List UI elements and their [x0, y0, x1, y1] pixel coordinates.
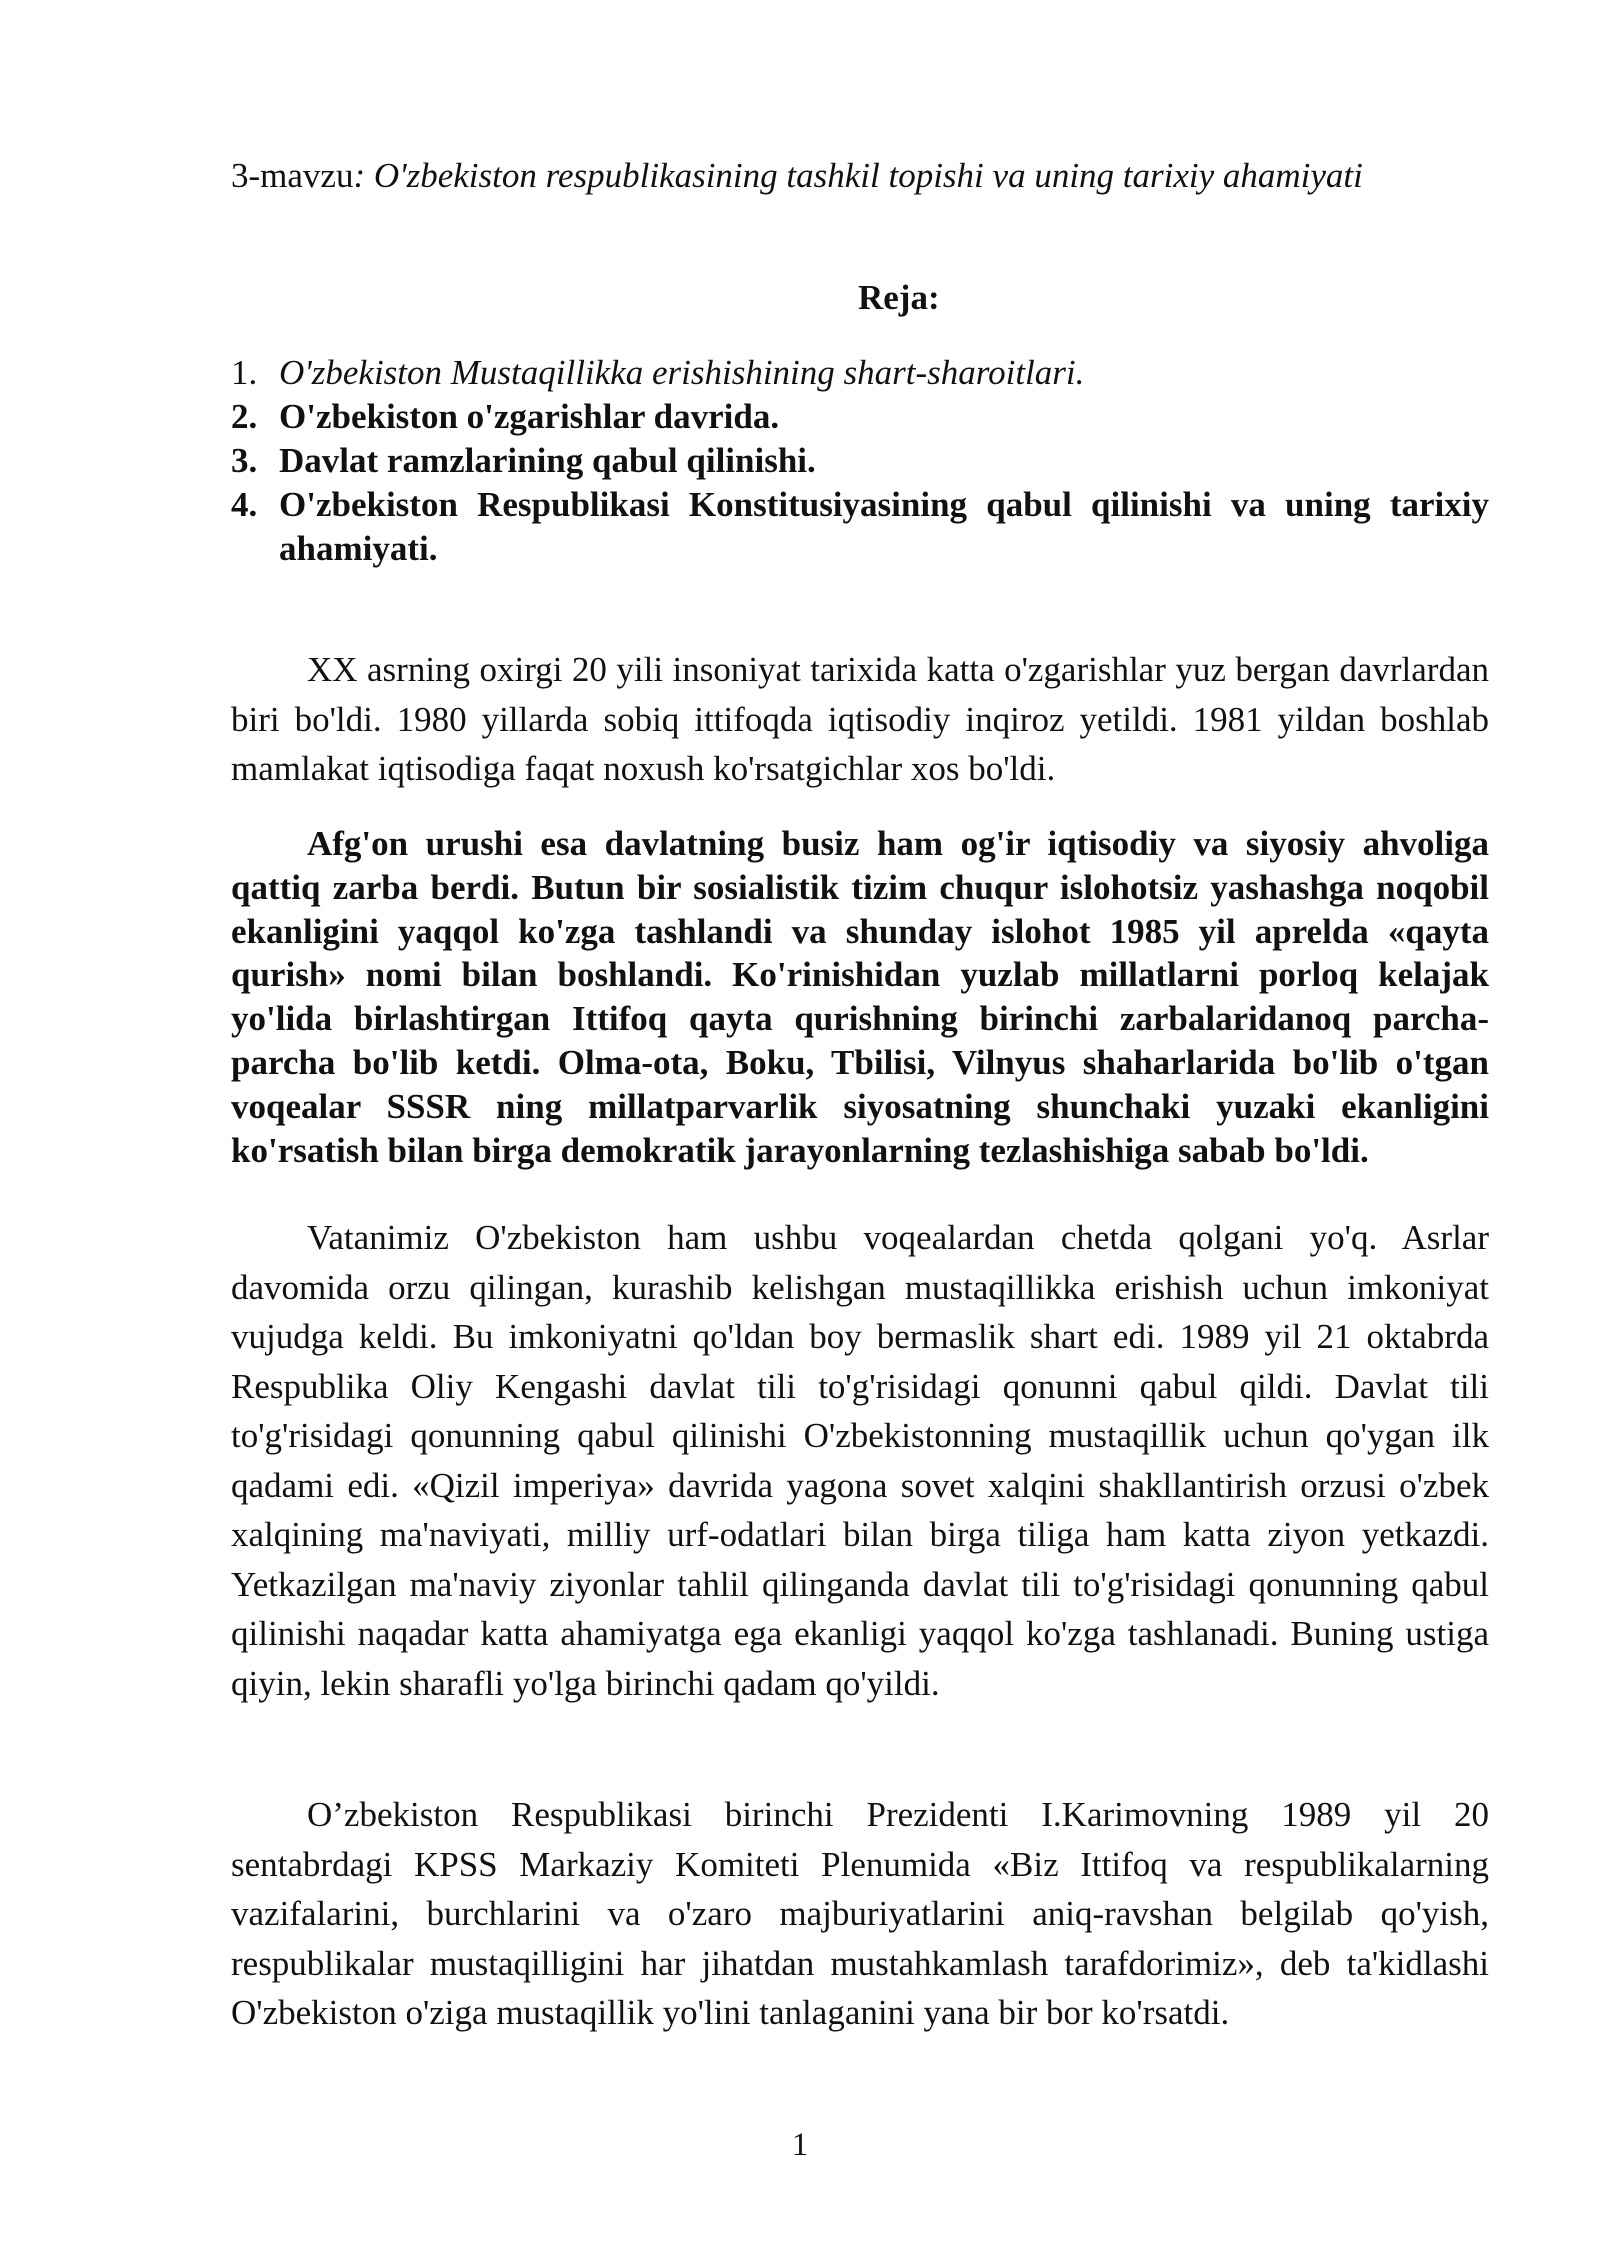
plan-item — [231, 483, 1489, 571]
topic-title: : O'zbekiston respublikasining tashkil topishi va uning tarixiy ahamiyati — [353, 156, 1363, 195]
page-number: 1 — [791, 2127, 809, 2163]
plan-item-text: O'zbekiston Respublikasi Konstitusiyasining qabul qilinishi va uning tarixiy ahamiyati. — [279, 485, 1489, 568]
plan-item-number: 4. — [231, 485, 258, 524]
plan-item-number: 3. — [231, 441, 258, 480]
plan-list — [231, 351, 1489, 571]
plan-item-text: O'zbekiston Mustaqillikka erishishining shart-sharoitlari. — [279, 353, 1085, 392]
topic-heading — [231, 150, 1489, 202]
plan-item — [231, 351, 1489, 395]
topic-prefix: 3-mavzu — [231, 156, 354, 195]
body-paragraph: Vatanimiz O'zbekiston ham ushbu voqealardan chetda qolgani yo'q. Asrlar davomida orzu qilingan, kurashib kelishgan mustaqillikka erishish uchun imkoniyat vujudga keldi. Bu imkoniyatni qo'ldan boy bermaslik shart edi. 1989 yil 21 oktabrda Respublika Oliy Kengashi davlat tili to'g'risidagi qonunni qabul qildi. Davlat tili to'g'risidagi qonunning qabul qilinishi O'zbekistonning mustaqillik uchun qo'ygan ilk qadami edi. «Qizil imperiya» davrida yagona sovet xalqini shakllantirish orzusi o'zbek xalqining ma'naviyati, milliy urf-odatlari bilan birga tiliga ham katta ziyon yetkazdi. Yetkazilgan ma'naviy ziyonlar tahlil qilinganda davlat tili to'g'risidagi qonunning qabul qilinishi naqadar katta ahamiyatga ega ekanligi yaqqol ko'zga tashlanadi. Buning ustiga qiyin, lekin sharafli yo'lga birinchi qadam qo'yildi. — [231, 1218, 1489, 1703]
plan-item-text: O'zbekiston o'zgarishlar davrida. — [279, 397, 780, 436]
plan-item — [231, 439, 1489, 483]
plan-item-number: 1. — [231, 353, 258, 392]
plan-item-text: Davlat ramzlarining qabul qilinishi. — [279, 441, 816, 480]
plan-item-number: 2. — [231, 397, 258, 436]
body-paragraph: O’zbekiston Respublikasi birinchi Prezidenti I.Karimovning 1989 yil 20 sentabrdagi KPSS Markaziy Komiteti Plenumida «Biz Ittifoq va respublikalarning vazifalarini, burchlarini va o'zaro majburiyatlarini aniq-ravshan belgilab qo'yish, respublikalar mustaqilligini har jihatdan mustahkamlash tarafdorimiz», deb ta'kidlashi O'zbekiston o'ziga mustaqillik yo'lini tanlaganini yana bir bor ko'rsatdi. — [231, 1795, 1489, 2032]
plan-item — [231, 395, 1489, 439]
plan-heading: Reja: — [858, 278, 940, 317]
body-paragraph: XX asrning oxirgi 20 yili insoniyat tarixida katta o'zgarishlar yuz bergan davrlardan biri bo'ldi. 1980 yillarda sobiq ittifoqda iqtisodiy inqiroz yetildi. 1981 yildan boshlab mamlakat iqtisodiga faqat noxush ko'rsatgichlar xos bo'ldi. — [231, 650, 1489, 788]
body-paragraph: Afg'on urushi esa davlatning busiz ham og'ir iqtisodiy va siyosiy ahvoliga qattiq zarba berdi. Butun bir sosialistik tizim chuqur islohotsiz yashashga noqobil ekanligini yaqqol ko'zga tashlandi va shunday islohot 1985 yil aprelda «qayta qurish» nomi bilan boshlandi. Ko'rinishidan yuzlab millatlarni porloq kelajak yo'lida birlashtirgan Ittifoq qayta qurishning birinchi zarbalaridanoq parcha-parcha bo'lib ketdi. Olma-ota, Boku, Tbilisi, Vilnyus shaharlarida bo'lib o'tgan voqealar SSSR ning millatparvarlik siyosatning shunchaki yuzaki ekanligini ko'rsatish bilan birga demokratik jarayonlarning tezlashishiga sabab bo'ldi. — [231, 824, 1489, 1170]
